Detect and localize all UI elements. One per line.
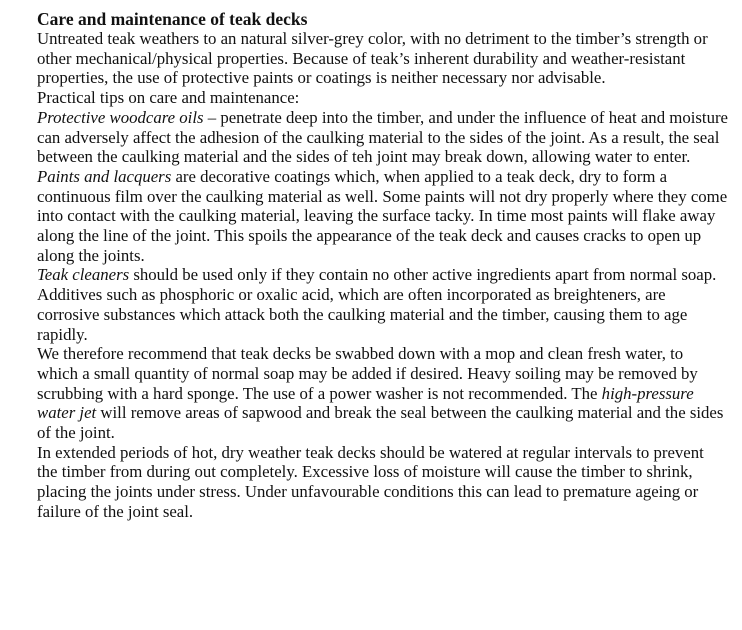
- weather-paragraph: In extended periods of hot, dry weather teak decks should be watered at regular intervals to prevent the timber from during out completely. Excessive loss of moisture will cause the timber to shrink, placing the joints under stress. Under unfavourable conditions this can lead to premature ageing or failure of the joint seal.: [37, 442, 704, 521]
- oils-term: Protective woodcare oils: [37, 107, 204, 127]
- intro-paragraph: Untreated teak weathers to an natural silver-grey color, with no detriment to the timber’s strength or other mechanical/physical properties. Because of teak’s inherent durability and weather-resistant properties, the use of protective paints or coatings is neither necessary nor advisable.: [37, 29, 708, 88]
- cleaners-paragraph: [37, 265, 728, 344]
- oils-text: – penetrate deep into the timber, and under the influence of heat and moisture can adversely affect the adhesion of the caulking material to the sides of the joint. As a result, the seal between the caulking material and the sides of teh joint may break down, allowing water to enter.: [37, 107, 729, 167]
- paints-term: Paints and lacquers: [37, 166, 172, 186]
- paints-paragraph: [37, 167, 728, 266]
- tips-heading: Practical tips on care and maintenance:: [37, 88, 300, 108]
- document-title: Care and maintenance of teak decks: [37, 9, 308, 29]
- recommend-text-after: will remove areas of sapwood and break the seal between the caulking material and the sides of the joint.: [37, 403, 724, 443]
- cleaners-term: Teak cleaners: [37, 265, 130, 285]
- pressure-jet-term: high-pressure water jet: [37, 383, 694, 423]
- oils-paragraph: [37, 108, 728, 167]
- recommend-text-before: We therefore recommend that teak decks be swabbed down with a mop and clean fresh water, to which a small quantity of normal soap may be added if desired. Heavy soiling may be removed by scrubbing with a hard sponge. The use of a power washer is not recommended. The: [37, 344, 698, 403]
- paints-text: are decorative coatings which, when applied to a teak deck, dry to form a continuous film over the caulking material as well. Some paints will not dry properly where they come into contact with the caulking material, leaving the surface tacky. In time most paints will flake away along the line of the joint. This spoils the appearance of the teak deck and causes cracks to open up along the joints.: [37, 166, 728, 265]
- recommend-paragraph: [37, 344, 728, 443]
- cleaners-text: should be used only if they contain no other active ingredients apart from normal soap. Additives such as phosphoric or oxalic acid, which are often incorporated as breighteners, are corrosive substances which attack both the caulking material and the timber, causing them to age rapidly.: [37, 265, 717, 344]
